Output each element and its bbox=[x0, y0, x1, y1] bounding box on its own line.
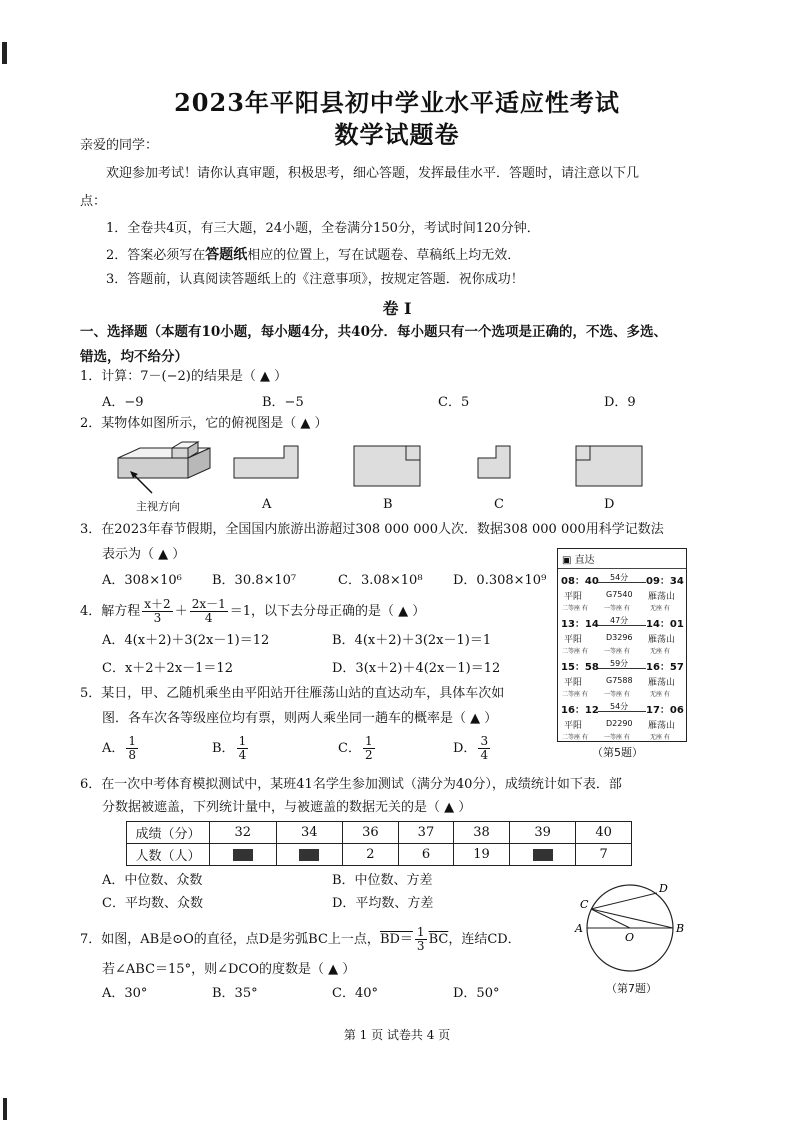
intro-line-2: 点： bbox=[80, 194, 107, 209]
q1-option-d: D．9 bbox=[604, 395, 636, 410]
q4-fraction-2 bbox=[190, 598, 228, 625]
q5-option-d-letter: D． bbox=[453, 741, 477, 756]
q7-point-c: C bbox=[580, 898, 589, 911]
note-2-bold: 答题纸 bbox=[205, 247, 248, 263]
covered-block bbox=[299, 849, 319, 861]
seat-second-class: 二等座 有 bbox=[562, 648, 588, 655]
q5-option-b-letter: B． bbox=[212, 741, 235, 756]
q7-segment-cd bbox=[591, 893, 657, 909]
q5-option-a-letter: A． bbox=[102, 741, 125, 756]
q6-score-table bbox=[126, 821, 632, 866]
scan-mark-top bbox=[2, 42, 7, 64]
train-row bbox=[558, 569, 686, 612]
q4-plus: ＋ bbox=[174, 604, 188, 619]
q7-option-a: A．30° bbox=[102, 986, 148, 1001]
seat-standing: 无座 有 bbox=[650, 605, 670, 612]
q5-option-d bbox=[453, 735, 492, 762]
q6-stem-cont: 分数据被遮盖，下列统计量中，与被遮盖的数据无关的是（ ▲ ） bbox=[102, 800, 472, 815]
train-duration: 47分 bbox=[610, 616, 629, 625]
q1-option-c: C．5 bbox=[438, 395, 470, 410]
seat-second-class: 二等座 有 bbox=[562, 605, 588, 612]
seat-second-class: 二等座 有 bbox=[562, 691, 588, 698]
q7-fraction bbox=[415, 926, 427, 953]
q5-b-num: 1 bbox=[238, 734, 247, 748]
q7-stem-part1: 7．如图，AB是⊙O的直径，点D是劣弧BC上一点， bbox=[80, 932, 380, 947]
q5-option-a-frac bbox=[126, 735, 138, 762]
train-route-line bbox=[598, 625, 646, 626]
train-destination: 雁荡山 bbox=[648, 678, 676, 688]
greeting: 亲爱的同学： bbox=[80, 138, 159, 153]
q3-stem: 3．在2023年春节假期，全国国内旅游出游超过308 000 000人次．数据308 000 000用科学记数法 bbox=[80, 522, 664, 537]
q3-option-a: A．308×10⁶ bbox=[102, 573, 182, 588]
train-rows bbox=[558, 569, 686, 741]
count-cell: 6 bbox=[398, 844, 454, 866]
q4-fraction-1 bbox=[142, 598, 172, 625]
q7-point-a: A bbox=[575, 922, 583, 935]
note-3: 3．答题前，认真阅读答题纸上的《注意事项》，按规定答题．祝你成功！ bbox=[106, 272, 524, 287]
q5-a-den: 8 bbox=[128, 748, 137, 762]
score-cell: 40 bbox=[576, 822, 632, 844]
q7-stem-cont: 若∠ABC＝15°，则∠DCO的度数是（ ▲ ） bbox=[102, 962, 356, 977]
q5-option-d-frac bbox=[478, 735, 490, 762]
q4-stem-post: ＝1，以下去分母正确的是（ ▲ ） bbox=[229, 604, 426, 619]
q5-a-num: 1 bbox=[128, 734, 137, 748]
q6-count-header: 人数（人） bbox=[127, 844, 210, 866]
q5-c-den: 2 bbox=[364, 748, 373, 762]
train-route-line bbox=[598, 582, 646, 583]
q2-option-d-shape bbox=[576, 446, 642, 486]
q1-option-b: B．−5 bbox=[262, 395, 304, 410]
q5-d-num: 3 bbox=[480, 734, 489, 748]
seat-first-class: 一等座 有 bbox=[604, 605, 630, 612]
q4-option-d: D．3(x＋2)＋4(2x－1)＝12 bbox=[332, 661, 501, 676]
count-cell: 19 bbox=[454, 844, 510, 866]
q7-caption: （第7题） bbox=[606, 982, 657, 995]
q7-stem bbox=[80, 926, 521, 953]
train-arrival-time: 14：01 bbox=[646, 619, 684, 630]
q5-c-num: 1 bbox=[364, 734, 373, 748]
q7-frac-den: 3 bbox=[416, 939, 425, 953]
q7-option-d: D．50° bbox=[453, 986, 500, 1001]
train-departure-time: 13：14 bbox=[561, 619, 599, 630]
score-cell: 36 bbox=[343, 822, 399, 844]
q2-label-a: A bbox=[262, 497, 272, 512]
train-code: D3296 bbox=[606, 633, 633, 642]
q4-stem-pre: 4．解方程 bbox=[80, 604, 141, 619]
seat-first-class: 一等座 有 bbox=[604, 691, 630, 698]
q7-frac-num: 1 bbox=[416, 925, 425, 939]
score-cell: 34 bbox=[276, 822, 343, 844]
q4-option-b: B．4(x＋2)＋3(2x－1)＝1 bbox=[332, 633, 492, 648]
q7-point-d: D bbox=[659, 882, 668, 895]
q7-option-c: C．40° bbox=[332, 986, 378, 1001]
q7-segment-co bbox=[591, 909, 630, 928]
train-departure-time: 16：12 bbox=[561, 705, 599, 716]
q2-label-d: D bbox=[604, 497, 615, 512]
train-row bbox=[558, 655, 686, 698]
q6-option-d: D．平均数、方差 bbox=[332, 896, 434, 911]
q7-stem-end: ，连结CD． bbox=[448, 932, 521, 947]
covered-count-cell bbox=[509, 844, 576, 866]
seat-standing: 无座 有 bbox=[650, 691, 670, 698]
train-arrival-time: 16：57 bbox=[646, 662, 684, 673]
train-route-line bbox=[598, 668, 646, 669]
q7-option-b: B．35° bbox=[212, 986, 258, 1001]
seat-first-class: 一等座 有 bbox=[604, 648, 630, 655]
q4-stem bbox=[80, 598, 425, 625]
train-departure-time: 08：40 bbox=[561, 576, 599, 587]
q2-stem: 2．某物体如图所示，它的俯视图是（ ▲ ） bbox=[80, 416, 328, 431]
q3-option-b: B．30.8×10⁷ bbox=[212, 573, 297, 588]
q3-option-c: C．3.08×10⁸ bbox=[338, 573, 423, 588]
q7-circle-figure bbox=[572, 882, 692, 982]
q6-option-c: C．平均数、众数 bbox=[102, 896, 203, 911]
intro-line-1: 欢迎参加考试！请你认真审题，积极思考，细心答题，发挥最佳水平．答题时，请注意以下几 bbox=[106, 166, 640, 181]
train-departure-time: 15：58 bbox=[561, 662, 599, 673]
train-origin: 平阳 bbox=[564, 635, 583, 645]
q4-frac1-num: x＋2 bbox=[144, 597, 171, 611]
note-2-post: 相应的位置上，写在试题卷、草稿纸上均无效． bbox=[247, 248, 521, 263]
q5-option-c-frac bbox=[363, 735, 375, 762]
page-footer: 第 1 页 试卷共 4 页 bbox=[343, 1028, 451, 1042]
q4-option-a: A．4(x＋2)＋3(2x－1)＝12 bbox=[102, 633, 270, 648]
train-code: D2290 bbox=[606, 719, 633, 728]
train-destination: 雁荡山 bbox=[648, 592, 676, 602]
page-title: 2023年平阳县初中学业水平适应性考试 bbox=[174, 88, 620, 117]
q5-option-b-frac bbox=[237, 735, 249, 762]
q2-view-label: 主视方向 bbox=[136, 500, 180, 513]
q5-stem: 5．某日，甲、乙随机乘坐由平阳站开往雁荡山站的直达动车，具体车次如 bbox=[80, 686, 505, 701]
volume-heading: 卷 I bbox=[382, 299, 412, 318]
q3-stem-cont: 表示为（ ▲ ） bbox=[102, 547, 186, 562]
q5-d-den: 4 bbox=[480, 748, 489, 762]
q7-arc-bd: BD＝ bbox=[379, 932, 413, 947]
train-panel-header bbox=[558, 549, 686, 569]
scan-mark-bottom bbox=[3, 1098, 7, 1120]
q1-option-a: A．−9 bbox=[102, 395, 144, 410]
score-cell: 37 bbox=[398, 822, 454, 844]
train-icon: ▣ bbox=[562, 555, 575, 566]
q2-option-c-shape bbox=[478, 446, 510, 478]
q6-option-a: A．中位数、众数 bbox=[102, 873, 203, 888]
train-destination: 雁荡山 bbox=[648, 721, 676, 731]
covered-block bbox=[533, 849, 553, 861]
q7-arc-bc: $\overline{BC}$ bbox=[428, 932, 449, 947]
q5-option-a bbox=[102, 735, 140, 762]
q7-point-o: O bbox=[625, 931, 635, 944]
q7-point-b: B bbox=[676, 922, 685, 935]
q2-option-a-shape bbox=[234, 446, 298, 478]
q5-option-b bbox=[212, 735, 250, 762]
train-row bbox=[558, 698, 686, 741]
q3-option-d: D．0.308×10⁹ bbox=[453, 573, 547, 588]
score-cell: 38 bbox=[454, 822, 510, 844]
seat-second-class: 二等座 有 bbox=[562, 734, 588, 741]
score-cell: 32 bbox=[210, 822, 277, 844]
train-route-line bbox=[598, 711, 646, 712]
train-origin: 平阳 bbox=[564, 592, 583, 602]
count-cell: 7 bbox=[576, 844, 632, 866]
seat-standing: 无座 有 bbox=[650, 648, 670, 655]
train-schedule-panel bbox=[557, 548, 687, 742]
q2-label-c: C bbox=[494, 497, 504, 512]
train-origin: 平阳 bbox=[564, 678, 583, 688]
q7-segment-cb bbox=[591, 909, 673, 928]
q5-option-c-letter: C． bbox=[338, 741, 361, 756]
q1-stem: 1．计算：7－(−2)的结果是（ ▲ ） bbox=[80, 369, 288, 384]
train-panel-title: 直达 bbox=[574, 555, 595, 566]
q6-score-row bbox=[127, 822, 632, 844]
q6-option-b: B．中位数、方差 bbox=[332, 873, 433, 888]
q5-caption: （第5题） bbox=[592, 746, 643, 759]
seat-standing: 无座 有 bbox=[650, 734, 670, 741]
train-code: G7588 bbox=[606, 676, 633, 685]
section-1-heading-cont: 错选，均不给分） bbox=[80, 349, 188, 365]
seat-first-class: 一等座 有 bbox=[604, 734, 630, 741]
page-subtitle: 数学试题卷 bbox=[334, 120, 460, 149]
q6-stem: 6．在一次中考体育模拟测试中，某班41名学生参加测试（满分为40分），成绩统计如下表．部 bbox=[80, 777, 622, 792]
train-code: G7540 bbox=[606, 590, 633, 599]
note-2 bbox=[106, 246, 520, 265]
q4-option-c: C．x＋2＋2x－1＝12 bbox=[102, 661, 233, 676]
q4-frac2-den: 4 bbox=[204, 611, 213, 625]
section-1-heading: 一、选择题（本题有10小题，每小题4分，共40分．每小题只有一个选项是正确的，不选、多选、 bbox=[80, 324, 667, 340]
train-origin: 平阳 bbox=[564, 721, 583, 731]
q6-score-header: 成绩（分） bbox=[127, 822, 210, 844]
q6-count-row bbox=[127, 844, 632, 866]
q2-option-b-shape bbox=[354, 446, 420, 486]
q5-b-den: 4 bbox=[238, 748, 247, 762]
q4-frac1-den: 3 bbox=[153, 611, 162, 625]
covered-count-cell bbox=[210, 844, 277, 866]
train-row bbox=[558, 612, 686, 655]
train-destination: 雁荡山 bbox=[648, 635, 676, 645]
covered-block bbox=[233, 849, 253, 861]
train-duration: 59分 bbox=[610, 659, 629, 668]
train-duration: 54分 bbox=[610, 573, 629, 582]
q4-frac2-num: 2x－1 bbox=[191, 597, 226, 611]
train-arrival-time: 17：06 bbox=[646, 705, 684, 716]
note-1: 1．全卷共4页，有三大题，24小题，全卷满分150分，考试时间120分钟． bbox=[106, 221, 540, 236]
train-duration: 54分 bbox=[610, 702, 629, 711]
count-cell: 2 bbox=[343, 844, 399, 866]
q5-stem-cont: 图．各车次各等级座位均有票，则两人乘坐同一趟车的概率是（ ▲ ） bbox=[102, 711, 498, 726]
train-arrival-time: 09：34 bbox=[646, 576, 684, 587]
q2-figures bbox=[110, 438, 650, 498]
score-cell: 39 bbox=[509, 822, 576, 844]
q5-option-c bbox=[338, 735, 377, 762]
covered-count-cell bbox=[276, 844, 343, 866]
note-2-pre: 2．答案必须写在 bbox=[106, 248, 206, 263]
q2-label-b: B bbox=[383, 497, 393, 512]
